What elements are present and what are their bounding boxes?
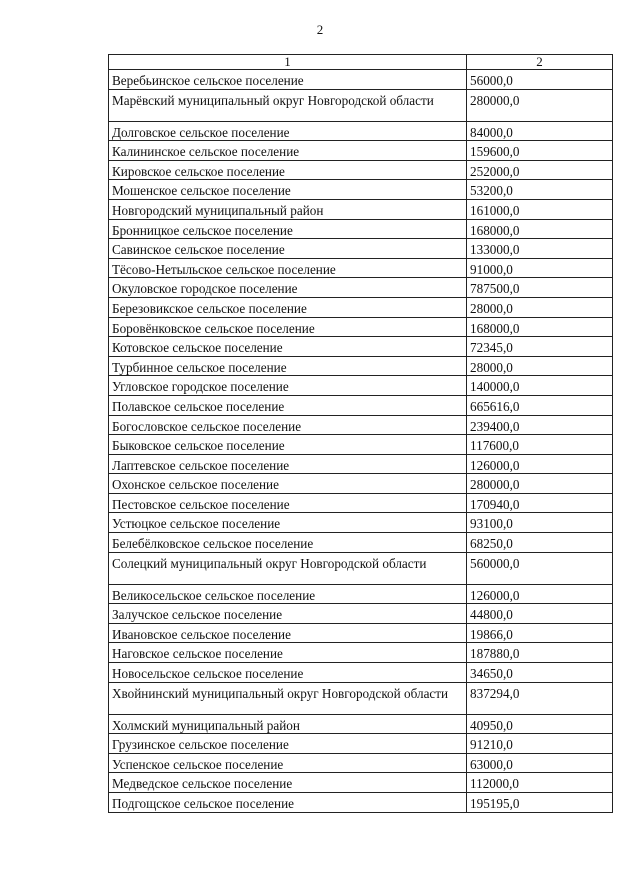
municipality-name-cell: Наговское сельское поселение: [109, 643, 467, 663]
amount-cell: 195195,0: [467, 793, 613, 813]
amount-cell: 159600,0: [467, 141, 613, 161]
table-row: [109, 356, 613, 376]
allocation-table: [108, 54, 613, 813]
table-row: [109, 493, 613, 513]
amount-cell: 28000,0: [467, 297, 613, 317]
table-row: [109, 663, 613, 683]
amount-cell: 112000,0: [467, 773, 613, 793]
amount-cell: 117600,0: [467, 435, 613, 455]
municipality-name-cell: Котовское сельское поселение: [109, 337, 467, 357]
municipality-name-cell: Устюцкое сельское поселение: [109, 513, 467, 533]
municipality-name-cell: Кировское сельское поселение: [109, 160, 467, 180]
municipality-name-cell: Ивановское сельское поселение: [109, 623, 467, 643]
amount-cell: 19866,0: [467, 623, 613, 643]
table-row: [109, 199, 613, 219]
municipality-name-cell: Марёвский муниципальный округ Новгородской области: [109, 89, 467, 121]
amount-cell: 133000,0: [467, 239, 613, 259]
municipality-name-cell: Турбинное сельское поселение: [109, 356, 467, 376]
municipality-name-cell: Новгородский муниципальный район: [109, 199, 467, 219]
amount-cell: 93100,0: [467, 513, 613, 533]
municipality-name-cell: Холмский муниципальный район: [109, 714, 467, 734]
table-row: [109, 682, 613, 714]
table-row: [109, 734, 613, 754]
municipality-name-cell: Солецкий муниципальный округ Новгородской области: [109, 552, 467, 584]
table-body: [109, 70, 613, 813]
amount-cell: 161000,0: [467, 199, 613, 219]
table-row: [109, 141, 613, 161]
table-row: [109, 121, 613, 141]
table-row: [109, 604, 613, 624]
table-row: [109, 415, 613, 435]
table-row: [109, 160, 613, 180]
table-row: [109, 513, 613, 533]
table-row: [109, 70, 613, 90]
page-number: 2: [316, 22, 324, 37]
amount-cell: 72345,0: [467, 337, 613, 357]
municipality-name-cell: Полавское сельское поселение: [109, 395, 467, 415]
column-header-2: 2: [467, 55, 613, 70]
amount-cell: 126000,0: [467, 454, 613, 474]
amount-cell: 140000,0: [467, 376, 613, 396]
municipality-name-cell: Пестовское сельское поселение: [109, 493, 467, 513]
amount-cell: 252000,0: [467, 160, 613, 180]
amount-cell: 280000,0: [467, 89, 613, 121]
table-row: [109, 474, 613, 494]
municipality-name-cell: Успенское сельское поселение: [109, 753, 467, 773]
table-row: [109, 773, 613, 793]
table-row: [109, 180, 613, 200]
table-row: [109, 584, 613, 604]
table-row: [109, 714, 613, 734]
amount-cell: 44800,0: [467, 604, 613, 624]
table-row: [109, 219, 613, 239]
municipality-name-cell: Тёсово-Нетыльское сельское поселение: [109, 258, 467, 278]
amount-cell: 837294,0: [467, 682, 613, 714]
table-row: [109, 533, 613, 553]
municipality-name-cell: Савинское сельское поселение: [109, 239, 467, 259]
municipality-name-cell: Новосельское сельское поселение: [109, 663, 467, 683]
municipality-name-cell: Хвойнинский муниципальный округ Новгородской области: [109, 682, 467, 714]
municipality-name-cell: Мошенское сельское поселение: [109, 180, 467, 200]
table-row: [109, 643, 613, 663]
amount-cell: 91210,0: [467, 734, 613, 754]
municipality-name-cell: Охонское сельское поселение: [109, 474, 467, 494]
municipality-name-cell: Долговское сельское поселение: [109, 121, 467, 141]
table-row: [109, 278, 613, 298]
amount-cell: 126000,0: [467, 584, 613, 604]
table-row: [109, 239, 613, 259]
table-row: [109, 317, 613, 337]
amount-cell: 63000,0: [467, 753, 613, 773]
amount-cell: 56000,0: [467, 70, 613, 90]
amount-cell: 239400,0: [467, 415, 613, 435]
column-header-1: 1: [109, 55, 467, 70]
municipality-name-cell: Медведское сельское поселение: [109, 773, 467, 793]
table-row: [109, 454, 613, 474]
amount-cell: 91000,0: [467, 258, 613, 278]
amount-cell: 53200,0: [467, 180, 613, 200]
table-row: [109, 395, 613, 415]
amount-cell: 187880,0: [467, 643, 613, 663]
amount-cell: 40950,0: [467, 714, 613, 734]
municipality-name-cell: Боровёнковское сельское поселение: [109, 317, 467, 337]
municipality-name-cell: Березовикское сельское поселение: [109, 297, 467, 317]
amount-cell: 787500,0: [467, 278, 613, 298]
table-row: [109, 376, 613, 396]
municipality-name-cell: Грузинское сельское поселение: [109, 734, 467, 754]
table-row: [109, 435, 613, 455]
municipality-name-cell: Окуловское городское поселение: [109, 278, 467, 298]
table-row: [109, 793, 613, 813]
municipality-name-cell: Белебёлковское сельское поселение: [109, 533, 467, 553]
amount-cell: 168000,0: [467, 317, 613, 337]
amount-cell: 68250,0: [467, 533, 613, 553]
amount-cell: 34650,0: [467, 663, 613, 683]
municipality-name-cell: Угловское городское поселение: [109, 376, 467, 396]
municipality-name-cell: Быковское сельское поселение: [109, 435, 467, 455]
municipality-name-cell: Подгощское сельское поселение: [109, 793, 467, 813]
municipality-name-cell: Калининское сельское поселение: [109, 141, 467, 161]
municipality-name-cell: Веребьинское сельское поселение: [109, 70, 467, 90]
table-row: [109, 89, 613, 121]
table-row: [109, 337, 613, 357]
table-row: [109, 753, 613, 773]
municipality-name-cell: Залучское сельское поселение: [109, 604, 467, 624]
amount-cell: 280000,0: [467, 474, 613, 494]
table-row: [109, 552, 613, 584]
table-header-row: [109, 55, 613, 70]
municipality-name-cell: Великосельское сельское поселение: [109, 584, 467, 604]
municipality-name-cell: Лаптевское сельское поселение: [109, 454, 467, 474]
municipality-name-cell: Богословское сельское поселение: [109, 415, 467, 435]
amount-cell: 560000,0: [467, 552, 613, 584]
table-row: [109, 258, 613, 278]
table-row: [109, 623, 613, 643]
amount-cell: 665616,0: [467, 395, 613, 415]
table-row: [109, 297, 613, 317]
amount-cell: 168000,0: [467, 219, 613, 239]
amount-cell: 170940,0: [467, 493, 613, 513]
amount-cell: 84000,0: [467, 121, 613, 141]
amount-cell: 28000,0: [467, 356, 613, 376]
municipality-name-cell: Бронницкое сельское поселение: [109, 219, 467, 239]
